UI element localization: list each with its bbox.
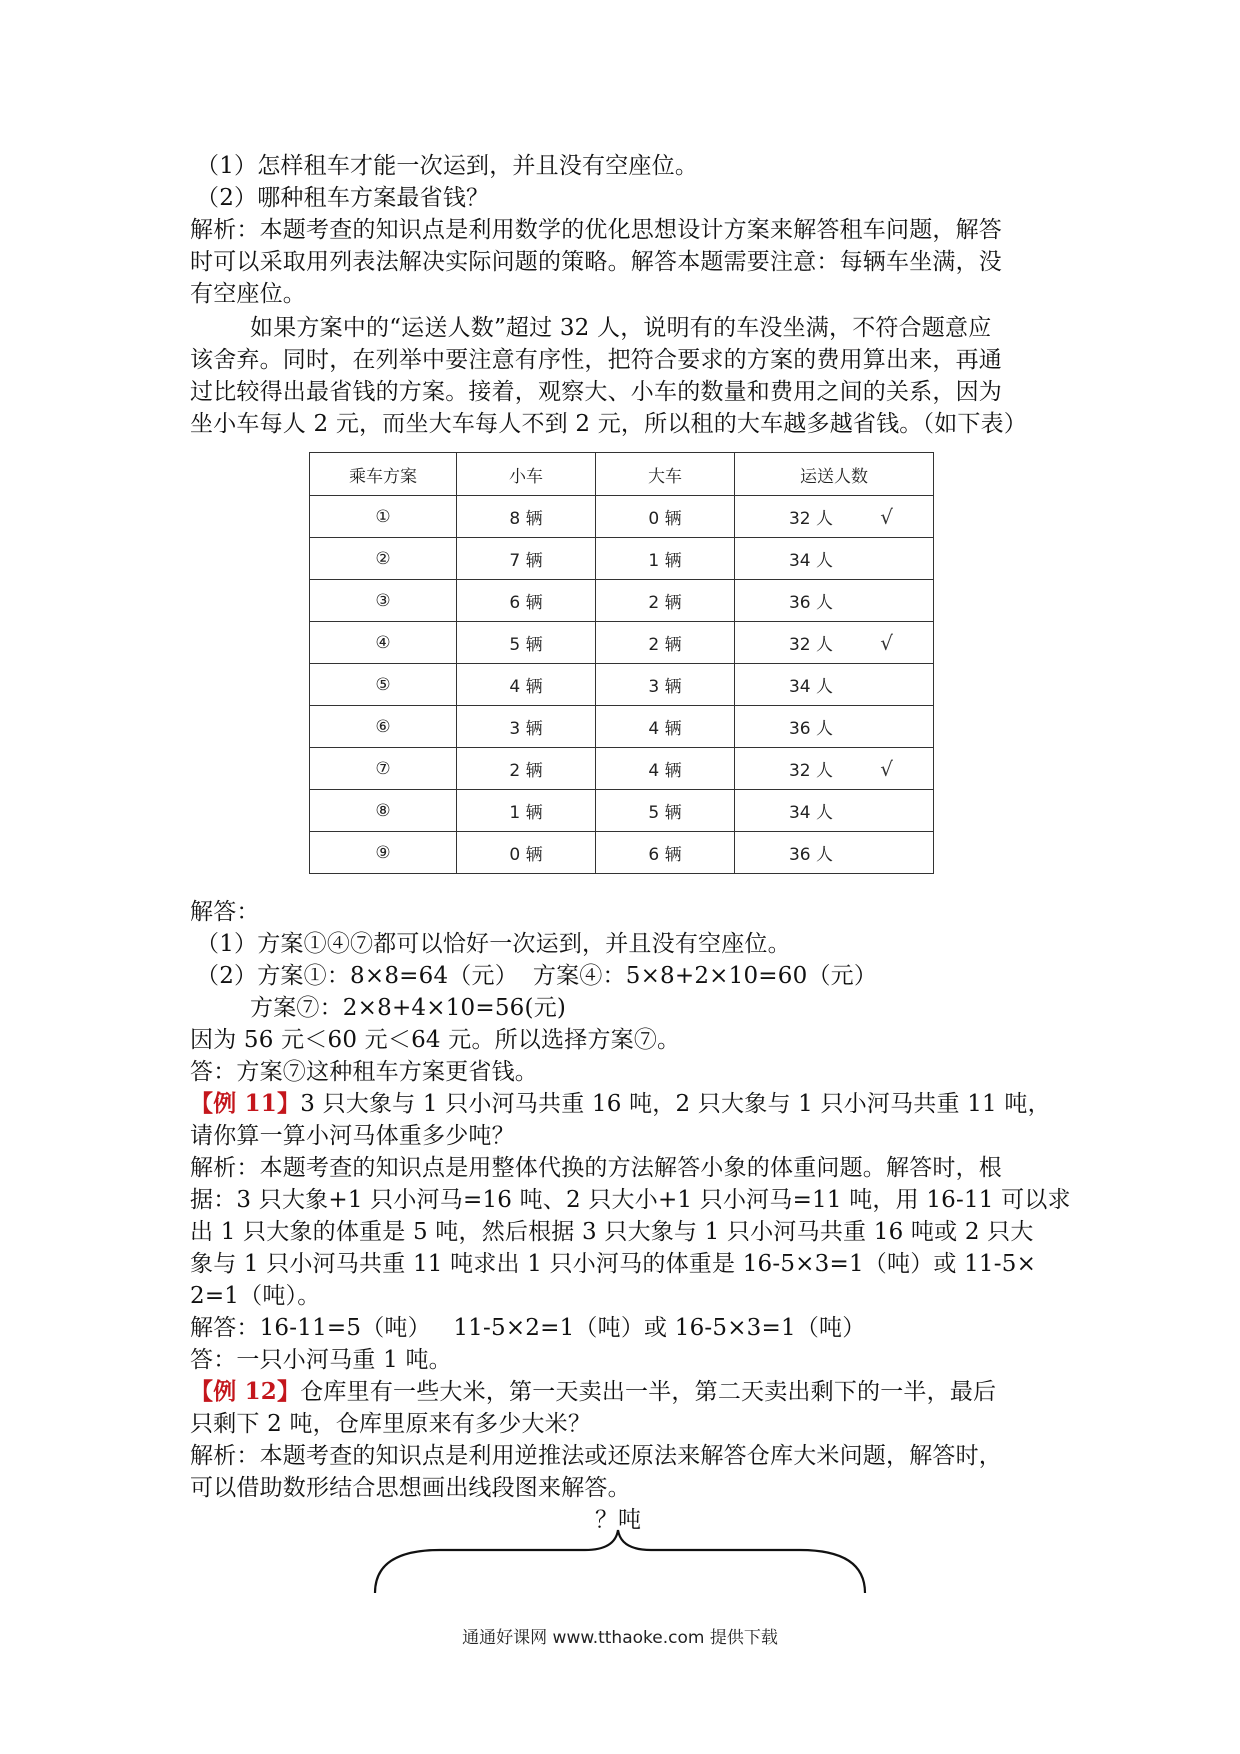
- rental-plan-table: [309, 452, 934, 874]
- example-12-q2: 只剩下 2 吨，仓库里原来有多少大米？: [190, 1411, 592, 1437]
- cell-large-car: 2 辆: [596, 580, 735, 622]
- check-mark-icon: √: [880, 504, 893, 529]
- analysis-line: 出 1 只大象的体重是 5 吨，然后根据 3 只大象与 1 只小河马共重 16 吨或 2 只大: [190, 1219, 1034, 1245]
- example-12-question: [190, 1376, 1060, 1408]
- brace-icon: [370, 1505, 870, 1595]
- analysis-line: 时可以采取用列表法解决实际问题的策略。解答本题需要注意：每辆车坐满，没: [190, 249, 1002, 275]
- cell-large-car: 5 辆: [596, 790, 735, 832]
- table-row: [310, 790, 934, 832]
- people-count: 36 人: [788, 593, 833, 613]
- cell-plan: ⑦: [310, 748, 457, 790]
- paragraph-line: 如果方案中的“运送人数”超过 32 人，说明有的车没坐满，不符合题意应: [250, 315, 992, 341]
- table-header-row: [310, 453, 934, 496]
- example-11-tag: 【例 11】: [190, 1090, 301, 1117]
- cell-large-car: 0 辆: [596, 496, 735, 538]
- paragraph-line: 该舍弃。同时，在列举中要注意有序性，把符合要求的方案的费用算出来，再通: [190, 347, 1002, 373]
- cell-plan: ⑤: [310, 664, 457, 706]
- answer-1: （1）方案①④⑦都可以恰好一次运到，并且没有空座位。: [196, 931, 791, 957]
- people-count: 32 人: [788, 635, 833, 655]
- cell-small-car: 2 辆: [457, 748, 596, 790]
- answer-5: 答：方案⑦这种租车方案更省钱。: [190, 1059, 538, 1085]
- cell-plan: ⑥: [310, 706, 457, 748]
- example-12-tag: 【例 12】: [190, 1378, 301, 1405]
- table-row: [310, 664, 934, 706]
- analysis-line: 解析：本题考查的知识点是利用逆推法或还原法来解答仓库大米问题，解答时，: [190, 1443, 1002, 1469]
- header-people: 运送人数: [735, 453, 934, 496]
- people-count: 36 人: [788, 719, 833, 739]
- intro-section: [190, 150, 1060, 440]
- example-12-q1: 仓库里有一些大米，第一天卖出一半，第二天卖出剩下的一半，最后: [300, 1379, 997, 1405]
- cell-plan: ②: [310, 538, 457, 580]
- answer-4: 因为 56 元＜60 元＜64 元。所以选择方案⑦。: [190, 1027, 681, 1053]
- answer-2: （2）方案①：8×8=64（元） 方案④：5×8+2×10=60（元）: [196, 963, 878, 989]
- people-count: 32 人: [788, 761, 833, 781]
- table-row: [310, 622, 934, 664]
- people-count: 34 人: [788, 551, 833, 571]
- table-row: [310, 832, 934, 874]
- paragraph-line: 过比较得出最省钱的方案。接着，观察大、小车的数量和费用之间的关系，因为: [190, 379, 1002, 405]
- header-small-car: 小车: [457, 453, 596, 496]
- cell-small-car: 1 辆: [457, 790, 596, 832]
- example-11-q1: 3 只大象与 1 只小河马共重 16 吨，2 只大象与 1 只小河马共重 11 吨，: [300, 1091, 1051, 1117]
- question-2: （2）哪种租车方案最省钱？: [196, 185, 490, 211]
- analysis-line: 据：3 只大象+1 只小河马=16 吨、2 只大小+1 只小河马=11 吨，用 16-11 可以求: [190, 1187, 1071, 1213]
- cell-people: [735, 748, 934, 790]
- cell-people: [735, 832, 934, 874]
- answer-label: 解答：: [190, 899, 260, 925]
- cell-small-car: 8 辆: [457, 496, 596, 538]
- header-plan: 乘车方案: [310, 453, 457, 496]
- analysis-line: 2=1（吨）。: [190, 1283, 321, 1309]
- check-mark-icon: √: [880, 756, 893, 781]
- example-11-q2: 请你算一算小河马体重多少吨？: [190, 1123, 515, 1149]
- table-row: [310, 538, 934, 580]
- header-large-car: 大车: [596, 453, 735, 496]
- people-count: 36 人: [788, 845, 833, 865]
- example-11-final: 答：一只小河马重 1 吨。: [190, 1347, 452, 1373]
- answer-3: 方案⑦：2×8+4×10=56(元): [250, 995, 567, 1021]
- cell-large-car: 1 辆: [596, 538, 735, 580]
- cell-people: [735, 496, 934, 538]
- cell-people: [735, 622, 934, 664]
- cell-plan: ⑧: [310, 790, 457, 832]
- cell-plan: ④: [310, 622, 457, 664]
- cell-people: [735, 580, 934, 622]
- people-count: 34 人: [788, 677, 833, 697]
- cell-small-car: 4 辆: [457, 664, 596, 706]
- cell-small-car: 3 辆: [457, 706, 596, 748]
- table-body: [310, 496, 934, 874]
- cell-people: [735, 790, 934, 832]
- cell-large-car: 2 辆: [596, 622, 735, 664]
- cell-people: [735, 706, 934, 748]
- example-11-question: [190, 1088, 1060, 1120]
- example-11-answer: 解答：16-11=5（吨） 11-5×2=1（吨）或 16-5×3=1（吨）: [190, 1315, 866, 1341]
- cell-plan: ①: [310, 496, 457, 538]
- cell-small-car: 6 辆: [457, 580, 596, 622]
- cell-large-car: 4 辆: [596, 706, 735, 748]
- cell-large-car: 4 辆: [596, 748, 735, 790]
- cell-small-car: 7 辆: [457, 538, 596, 580]
- table-row: [310, 748, 934, 790]
- analysis-line: 有空座位。: [190, 281, 306, 307]
- cell-people: [735, 664, 934, 706]
- table-row: [310, 496, 934, 538]
- table-row: [310, 706, 934, 748]
- cell-large-car: 3 辆: [596, 664, 735, 706]
- table-row: [310, 580, 934, 622]
- paragraph-line: 坐小车每人 2 元，而坐大车每人不到 2 元，所以租的大车越多越省钱。（如下表）: [190, 411, 1028, 437]
- analysis-line: 象与 1 只小河马共重 11 吨求出 1 只小河马的体重是 16-5×3=1（吨）或 11-5×: [190, 1251, 1037, 1277]
- question-1: （1）怎样租车才能一次运到，并且没有空座位。: [196, 153, 699, 179]
- figure-label: ？吨: [595, 1507, 641, 1533]
- analysis-line: 解析：本题考查的知识点是利用数学的优化思想设计方案来解答租车问题，解答: [190, 217, 1002, 243]
- answer-section: [190, 896, 1071, 1504]
- cell-plan: ③: [310, 580, 457, 622]
- cell-small-car: 0 辆: [457, 832, 596, 874]
- page-footer: 通通好课网 www.tthaoke.com 提供下载: [462, 1628, 778, 1648]
- people-count: 34 人: [788, 803, 833, 823]
- cell-small-car: 5 辆: [457, 622, 596, 664]
- cell-plan: ⑨: [310, 832, 457, 874]
- people-count: 32 人: [788, 509, 833, 529]
- segment-diagram: [370, 1505, 870, 1595]
- cell-large-car: 6 辆: [596, 832, 735, 874]
- analysis-line: 可以借助数形结合思想画出线段图来解答。: [190, 1475, 631, 1501]
- check-mark-icon: √: [880, 630, 893, 655]
- cell-people: [735, 538, 934, 580]
- analysis-line: 解析：本题考查的知识点是用整体代换的方法解答小象的体重问题。解答时，根: [190, 1155, 1002, 1181]
